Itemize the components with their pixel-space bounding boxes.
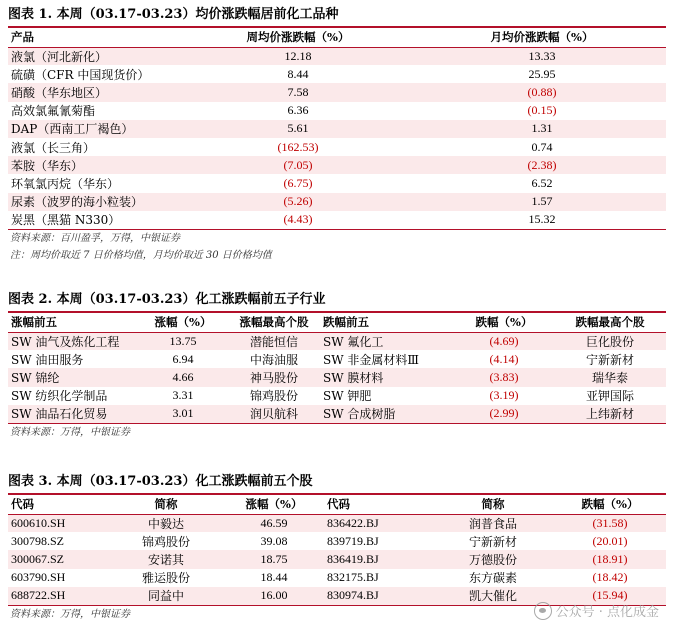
table-cell: 4.66	[138, 368, 228, 386]
table-row	[8, 65, 666, 83]
col-header: 跌幅（%）	[454, 313, 554, 332]
table-cell: 603790.SH	[11, 570, 66, 585]
table-cell: 6.52	[531, 175, 553, 190]
table2-header-row	[8, 313, 666, 332]
table-row	[8, 211, 666, 229]
col-header: 简称	[432, 495, 554, 514]
table-row	[8, 550, 666, 568]
table-cell: 锦鸡股份	[141, 534, 190, 549]
table-cell: SW 膜材料	[320, 368, 454, 386]
table-cell: (4.43)	[283, 212, 313, 227]
col-header: 周均价涨跌幅（%）	[178, 28, 418, 47]
col-header: 产品	[8, 28, 178, 47]
table2-section	[8, 289, 666, 441]
table-cell: 巨化股份	[554, 332, 666, 350]
table1-section	[8, 4, 666, 264]
table-cell: 中海油服	[249, 352, 298, 367]
table-row	[8, 83, 666, 101]
col-header: 代码	[324, 495, 432, 514]
table1-note: 注：周均价取近 7 日价格均值，月均价取近 30 日价格均值	[10, 249, 272, 261]
table3-header-row	[8, 495, 666, 514]
table-cell: 5.61	[178, 120, 418, 138]
table-cell: SW 油气及炼化工程	[8, 332, 138, 350]
table-cell: 39.08	[260, 533, 288, 548]
table-cell: (0.15)	[527, 103, 557, 118]
table-cell: SW 锦纶	[8, 368, 138, 386]
table1-title: 图表 1. 本周（03.17-03.23）均价涨跌幅居前化工品种	[8, 4, 666, 28]
table-cell: 3.31	[172, 388, 194, 403]
table-cell: SW 钾肥	[323, 389, 372, 404]
table-cell: 东方碳素	[468, 571, 517, 586]
table-cell: 3.01	[138, 405, 228, 423]
table-row	[8, 138, 666, 156]
table-cell: 尿素（波罗的海小粒装）	[8, 193, 178, 211]
table-row	[8, 532, 666, 550]
table-cell: 300067.SZ	[8, 550, 108, 568]
col-header: 跌幅（%）	[554, 495, 666, 514]
table-cell: (5.26)	[178, 193, 418, 211]
table-cell: 液氯（长三角）	[11, 140, 96, 155]
table-cell: 雅运股份	[141, 571, 190, 586]
col-header: 涨幅最高个股	[228, 313, 320, 332]
table-cell: (31.58)	[554, 514, 666, 532]
table-cell: 7.58	[178, 83, 418, 101]
table-row	[8, 514, 666, 532]
table-cell: 1.31	[418, 120, 666, 138]
table-cell: 6.36	[287, 103, 309, 118]
table2-title: 图表 2. 本周（03.17-03.23）化工涨跌幅前五子行业	[8, 289, 666, 313]
col-header: 代码	[8, 495, 108, 514]
table-cell: DAP（西南工厂褐色）	[8, 120, 178, 138]
table3	[8, 495, 666, 605]
table-cell: 13.75	[138, 332, 228, 350]
table-cell: (3.83)	[454, 368, 554, 386]
table-row	[8, 405, 666, 423]
col-header: 简称	[108, 495, 224, 514]
table-cell: 6.94	[172, 351, 194, 366]
table-cell: 688722.SH	[8, 587, 108, 605]
table-cell: 839719.BJ	[327, 533, 379, 548]
table-cell: 46.59	[224, 514, 324, 532]
table-cell: 18.75	[224, 550, 324, 568]
table-cell: 1.57	[418, 193, 666, 211]
table-row	[8, 156, 666, 174]
table-cell: (2.99)	[454, 405, 554, 423]
table-cell: 832175.BJ	[327, 570, 379, 585]
table-cell: 潜能恒信	[228, 332, 320, 350]
table-row	[8, 368, 666, 386]
table3-source: 资料来源：万得，中银证券	[10, 608, 130, 620]
table-cell: 液氯（河北新化）	[8, 47, 178, 65]
col-header: 跌幅前五	[320, 313, 454, 332]
col-header: 涨幅（%）	[138, 313, 228, 332]
table-cell: 宁新新材	[468, 534, 517, 549]
table-cell: SW 油品石化贸易	[8, 405, 138, 423]
table-cell: 凯大催化	[432, 587, 554, 605]
table-cell: (18.91)	[554, 550, 666, 568]
table-row	[8, 120, 666, 138]
table-cell: 环氧氯丙烷（华东）	[11, 176, 120, 191]
table-cell: 18.44	[260, 570, 288, 585]
table-row	[8, 47, 666, 65]
table-cell: 13.33	[418, 47, 666, 65]
table-row	[8, 174, 666, 192]
table-cell: 836422.BJ	[324, 514, 432, 532]
table1	[8, 28, 666, 229]
table-cell: SW 油田服务	[11, 352, 84, 367]
wechat-icon	[534, 602, 552, 620]
table-cell: 600610.SH	[8, 514, 108, 532]
table-cell: 安诺其	[108, 550, 224, 568]
watermark: 公众号 · 点化成金	[534, 601, 659, 620]
table-cell: (15.94)	[554, 587, 666, 605]
table-cell: 16.00	[224, 587, 324, 605]
table-cell: (7.05)	[178, 156, 418, 174]
col-header: 涨幅前五	[8, 313, 138, 332]
table-cell: 同益中	[108, 587, 224, 605]
table-cell: SW 非金属材料Ⅲ	[323, 352, 419, 367]
table1-source: 资料来源：百川盈孚，万得，中银证券	[10, 232, 180, 244]
table-cell: 亚钾国际	[585, 389, 634, 404]
table-row	[8, 332, 666, 350]
table-cell: 830974.BJ	[324, 587, 432, 605]
col-header: 跌幅最高个股	[554, 313, 666, 332]
table-cell: 12.18	[178, 47, 418, 65]
table1-header-row	[8, 28, 666, 47]
table-cell: 润普食品	[432, 514, 554, 532]
table-cell: 上纬新材	[554, 405, 666, 423]
table-row	[8, 350, 666, 368]
table-cell: SW 纺织化学制品	[11, 389, 108, 404]
table-cell: 15.32	[528, 212, 556, 227]
table2	[8, 313, 666, 423]
table-cell: 300798.SZ	[11, 533, 65, 548]
table-row	[8, 569, 666, 587]
table-row	[8, 102, 666, 120]
table3-title: 图表 3. 本周（03.17-03.23）化工涨跌幅前五个股	[8, 471, 666, 495]
table-cell: (4.69)	[454, 332, 554, 350]
table-cell: 836419.BJ	[324, 550, 432, 568]
table-cell: 中毅达	[108, 514, 224, 532]
table-cell: 0.74	[531, 139, 553, 154]
table-cell: (162.53)	[277, 139, 319, 154]
table-cell: SW 氟化工	[320, 332, 454, 350]
table-cell: (20.01)	[592, 533, 628, 548]
table-cell: 锦鸡股份	[249, 389, 298, 404]
table-cell: 润贝航科	[228, 405, 320, 423]
table-cell: 炭黑（黑猫 N330）	[11, 213, 121, 228]
table-cell: (2.38)	[418, 156, 666, 174]
table-cell: 硫磺（CFR 中国现货价）	[11, 67, 150, 82]
table2-source: 资料来源：万得，中银证券	[10, 426, 130, 438]
table-cell: 苯胺（华东）	[8, 156, 178, 174]
table-row	[8, 387, 666, 405]
col-header: 月均价涨跌幅（%）	[418, 28, 666, 47]
table-cell: (3.19)	[489, 388, 519, 403]
table-cell: (0.88)	[418, 83, 666, 101]
table-row	[8, 193, 666, 211]
table-cell: (18.42)	[592, 570, 628, 585]
col-header: 涨幅（%）	[224, 495, 324, 514]
table-cell: 万德股份	[432, 550, 554, 568]
table-cell: 硝酸（华东地区）	[8, 83, 178, 101]
table-cell: 宁新新材	[585, 352, 634, 367]
table-cell: 高效氯氟氰菊酯	[11, 104, 96, 119]
table-cell: (4.14)	[489, 351, 519, 366]
table-cell: 8.44	[287, 66, 309, 81]
table-cell: 瑞华泰	[554, 368, 666, 386]
table-cell: 神马股份	[228, 368, 320, 386]
table-cell: 25.95	[528, 66, 556, 81]
table-cell: SW 合成树脂	[320, 405, 454, 423]
table-cell: (6.75)	[283, 175, 313, 190]
